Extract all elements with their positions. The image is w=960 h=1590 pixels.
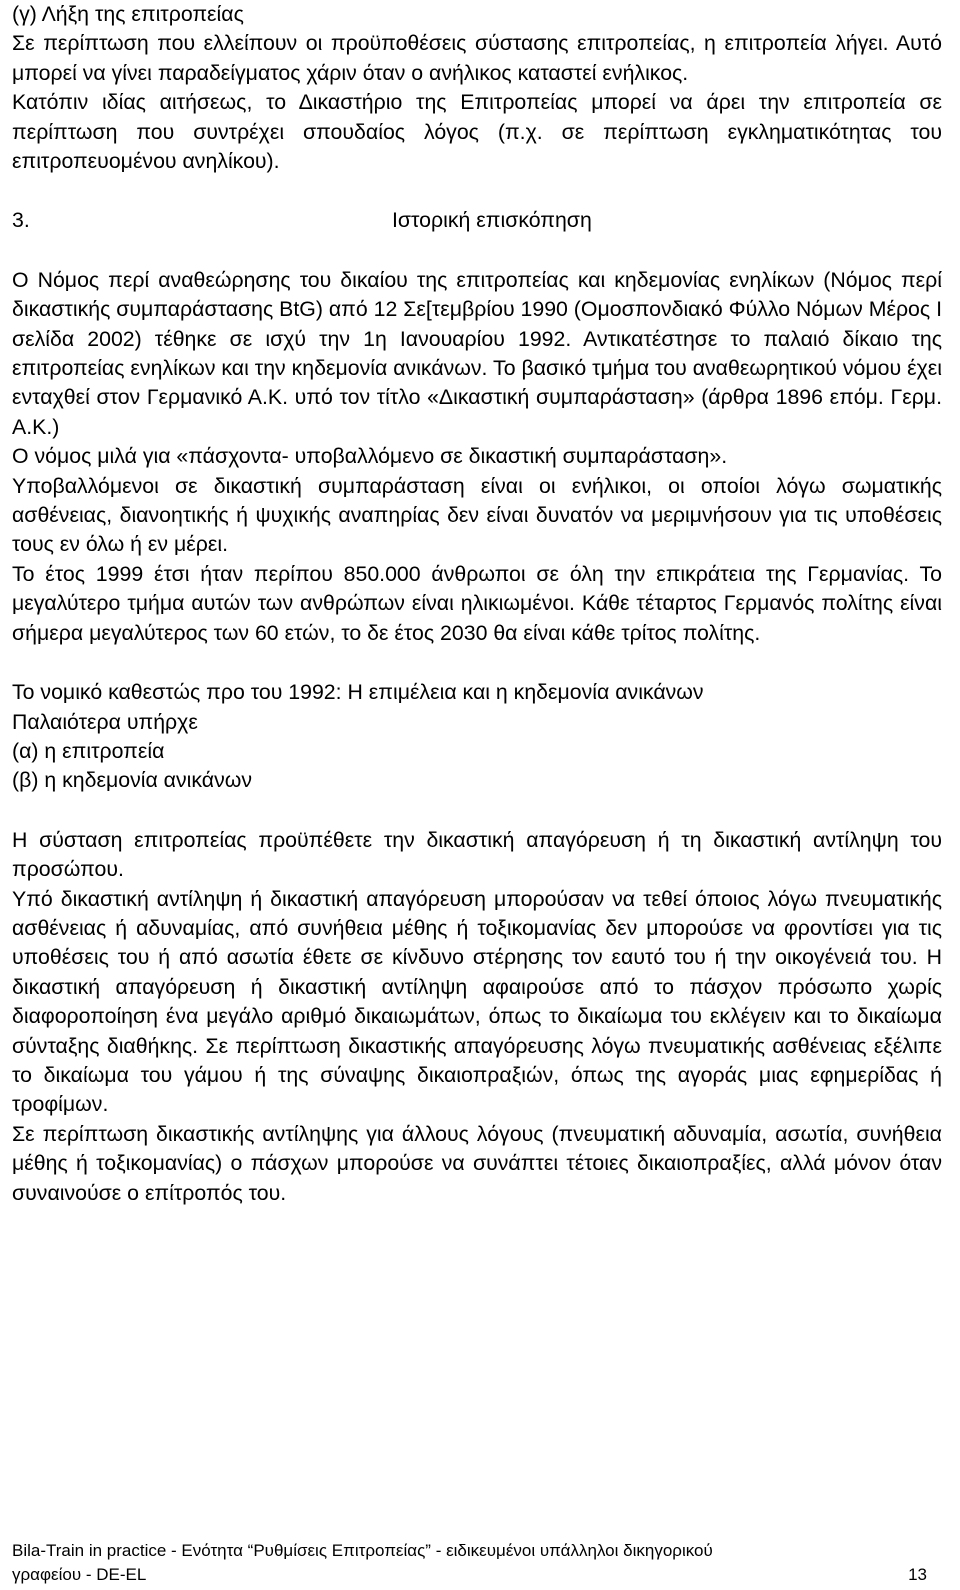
section-number: 3. [12, 208, 30, 233]
paragraph-gap [12, 796, 942, 826]
termination-paragraph-2: Κατόπιν ιδίας αιτήσεως, το Δικαστήριο της Επιτροπείας μπορεί να άρει την επιτροπεία σε περίπτωση που συντρέχει σπουδαίος λόγος (π.χ. σε περίπτωση εγκληματικότητας του επιτροπευομένου ανηλίκου). [12, 90, 942, 174]
history-paragraph-3: Υποβαλλόμενοι σε δικαστική συμπαράσταση είναι οι ενήλικοι, οι οποίοι λόγω σωματικής ασθένειας, διανοητικής ή ψυχικής αναπηρίας δεν είναι δυνατόν να μεριμνήσουν για τις υποθέσεις τους εν όλω ή εν μέρει. [12, 473, 942, 557]
section-title: Ιστορική επισκόπηση [392, 208, 592, 233]
footer-line-2-text: γραφείου - DE-EL [12, 1565, 147, 1584]
page-footer [12, 1539, 927, 1587]
pre1992-line-1: Παλαιότερα υπήρχε [12, 709, 198, 734]
document-body [12, 0, 942, 1208]
paragraph-gap [12, 648, 942, 678]
pre1992-heading: Το νομικό καθεστώς προ του 1992: Η επιμέλεια και η κηδεμονία ανικάνων [12, 680, 704, 705]
pre1992-line-3: (β) η κηδεμονία ανικάνων [12, 768, 252, 793]
history-section-heading [12, 206, 942, 235]
history-paragraph-1: Ο Νόμος περί αναθεώρησης του δικαίου της επιτροπείας και κηδεμονίας ενηλίκων (Νόμος περί δικαστικής συμπαράστασης BtG) από 12 Σε[τεμβρίου 1990 (Ομοσπονδιακό Φύλλο Νόμων Μέρος Ι σελίδα 2002) τέθηκε σε ισχύ την 1η Ιανουαρίου 1992. Αντικατέστησε το παλαιό δίκαιο της επιτροπείας ενηλίκων και την κηδεμονία ανικάνων. Το βασικό τμήμα του αναθεωρητικού νόμου έχει ενταχθεί στον Γερμανικό Α.Κ. υπό τον τίτλο «Δικαστική συμπαράσταση» (άρθρα 1896 επόμ. Γερμ. Α.Κ.) [12, 267, 943, 439]
footer-line-1: Bila-Train in practice - Ενότητα “Ρυθμίσεις Επιτροπείας” - ειδικευμένοι υπάλληλοι δικηγορικού [12, 1541, 713, 1560]
pre1992-line-2: (α) η επιτροπεία [12, 738, 165, 763]
termination-paragraph-1: Σε περίπτωση που ελλείπουν οι προϋποθέσεις σύστασης επιτροπείας, η επιτροπεία λήγει. Αυτό μπορεί να γίνει παραδείγματος χάριν όταν ο ανήλικος καταστεί ενήλικος. [12, 31, 942, 85]
pre1992-paragraph-2: Υπό δικαστική αντίληψη ή δικαστική απαγόρευση μπορούσαν να τεθεί όποιος λόγω πνευματικής ασθένειας ή αδυναμίας, από συνήθεια μέθης ή τοξικομανίας δεν μπορούσε να φροντίσει για τις υποθέσεις του ή από ασωτία έθετε σε κίνδυνο στέρησης τον εαυτό του ή την οικογένειά του. Η δικαστική απαγόρευση ή δικαστική αντίληψη αφαιρούσε από το πάσχον πρόσωπο χωρίς διαφοροποίηση ένα μεγάλο αριθμό δικαιωμάτων, όπως το δικαίωμα του εκλέγειν και το δικαίωμα σύνταξης διαθήκης. Σε περίπτωση δικαστικής απαγόρευσης λόγω πνευματικής ασθένειας εξέλιπε το δικαίωμα του γάμου ή της σύναψης δικαιοπραξιών, όπως της αγοράς μιας εφημερίδας ή τροφίμων. [12, 886, 942, 1117]
history-paragraph-4: Το έτος 1999 έτσι ήταν περίπου 850.000 άνθρωποι σε όλη την επικράτεια της Γερμανίας. Το μεγαλύτερο τμήμα αυτών των ανθρώπων είναι ηλικιωμένοι. Κάθε τέταρτος Γερμανός πολίτης είναι σήμερα μεγαλύτερος των 60 ετών, το δε έτος 2030 θα είναι κάθε τρίτος πολίτης. [12, 561, 942, 645]
termination-heading: (γ) Λήξη της επιτροπείας [12, 2, 244, 26]
pre1992-paragraph-1: Η σύσταση επιτροπείας προϋπέθετε την δικαστική απαγόρευση ή τη δικαστική αντίληψη του προσώπου. [12, 827, 942, 882]
page-number: 13 [908, 1565, 927, 1584]
history-paragraph-2: Ο νόμος μιλά για «πάσχοντα- υποβαλλόμενο σε δικαστική συμπαράσταση». [12, 444, 728, 469]
footer-line-2 [12, 1563, 927, 1587]
pre1992-paragraph-3: Σε περίπτωση δικαστικής αντίληψης για άλλους λόγους (πνευματική αδυναμία, ασωτία, συνήθεια μέθης ή τοξικομανίας) ο πάσχων μπορούσε να συνάπτει τέτοιες δικαιοπραξίες, αλλά μόνον όταν συναινούσε ο επίτροπός του. [12, 1121, 942, 1205]
